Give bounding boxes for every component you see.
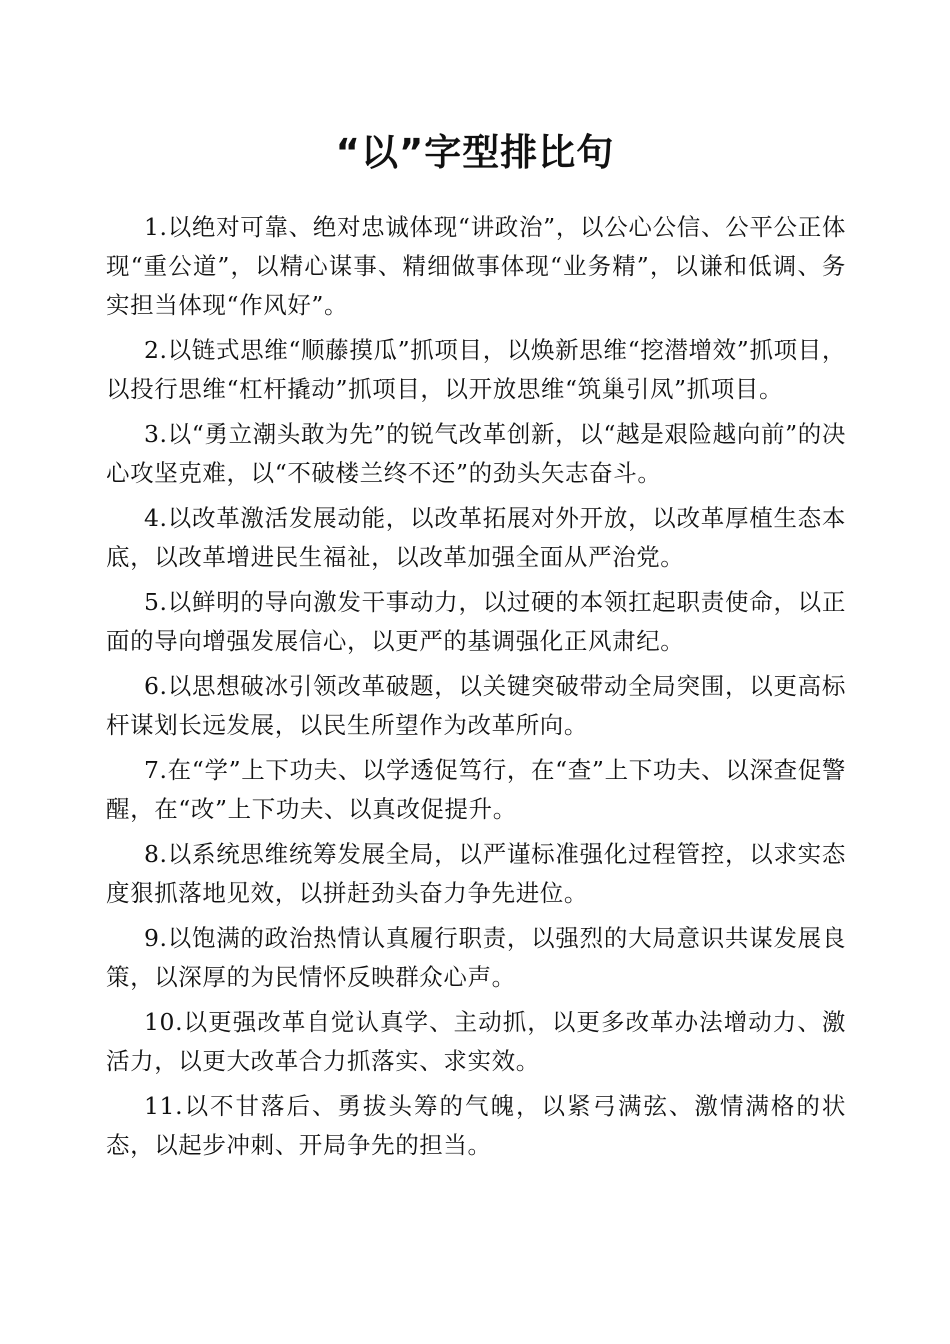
paragraph-11: 11.以不甘落后、勇拔头筹的气魄，以紧弓满弦、激情满格的状态，以起步冲刺、开局争先的担当。	[106, 1092, 846, 1159]
paragraph-5: 5.以鲜明的导向激发干事动力，以过硬的本领扛起职责使命，以正面的导向增强发展信心，以更严的基调强化正风肃纪。	[106, 588, 846, 655]
paragraph-3: 3.以“勇立潮头敢为先”的锐气改革创新，以“越是艰险越向前”的决心攻坚克难，以“不破楼兰终不还”的劲头矢志奋斗。	[106, 420, 846, 487]
document-body	[106, 208, 846, 1171]
paragraph-8: 8.以系统思维统筹发展全局，以严谨标准强化过程管控，以求实态度狠抓落地见效，以拼赶劲头奋力争先进位。	[106, 840, 846, 907]
paragraph-2: 2.以链式思维“顺藤摸瓜”抓项目，以焕新思维“挖潜增效”抓项目，以投行思维“杠杆撬动”抓项目，以开放思维“筑巢引凤”抓项目。	[106, 336, 846, 403]
paragraph-9: 9.以饱满的政治热情认真履行职责，以强烈的大局意识共谋发展良策，以深厚的为民情怀反映群众心声。	[106, 924, 846, 991]
paragraph-7: 7.在“学”上下功夫、以学透促笃行，在“查”上下功夫、以深查促警醒，在“改”上下功夫、以真改促提升。	[106, 756, 846, 823]
paragraph-6: 6.以思想破冰引领改革破题，以关键突破带动全局突围，以更高标杆谋划长远发展，以民生所望作为改革所向。	[106, 672, 846, 739]
document-title: “以”字型排比句	[335, 131, 615, 174]
paragraph-4: 4.以改革激活发展动能，以改革拓展对外开放，以改革厚植生态本底，以改革增进民生福祉，以改革加强全面从严治党。	[106, 504, 846, 571]
paragraph-10: 10.以更强改革自觉认真学、主动抓，以更多改革办法增动力、激活力，以更大改革合力抓落实、求实效。	[106, 1008, 846, 1075]
paragraph-1: 1.以绝对可靠、绝对忠诚体现“讲政治”，以公心公信、公平公正体现“重公道”，以精心谋事、精细做事体现“业务精”，以谦和低调、务实担当体现“作风好”。	[106, 213, 846, 319]
